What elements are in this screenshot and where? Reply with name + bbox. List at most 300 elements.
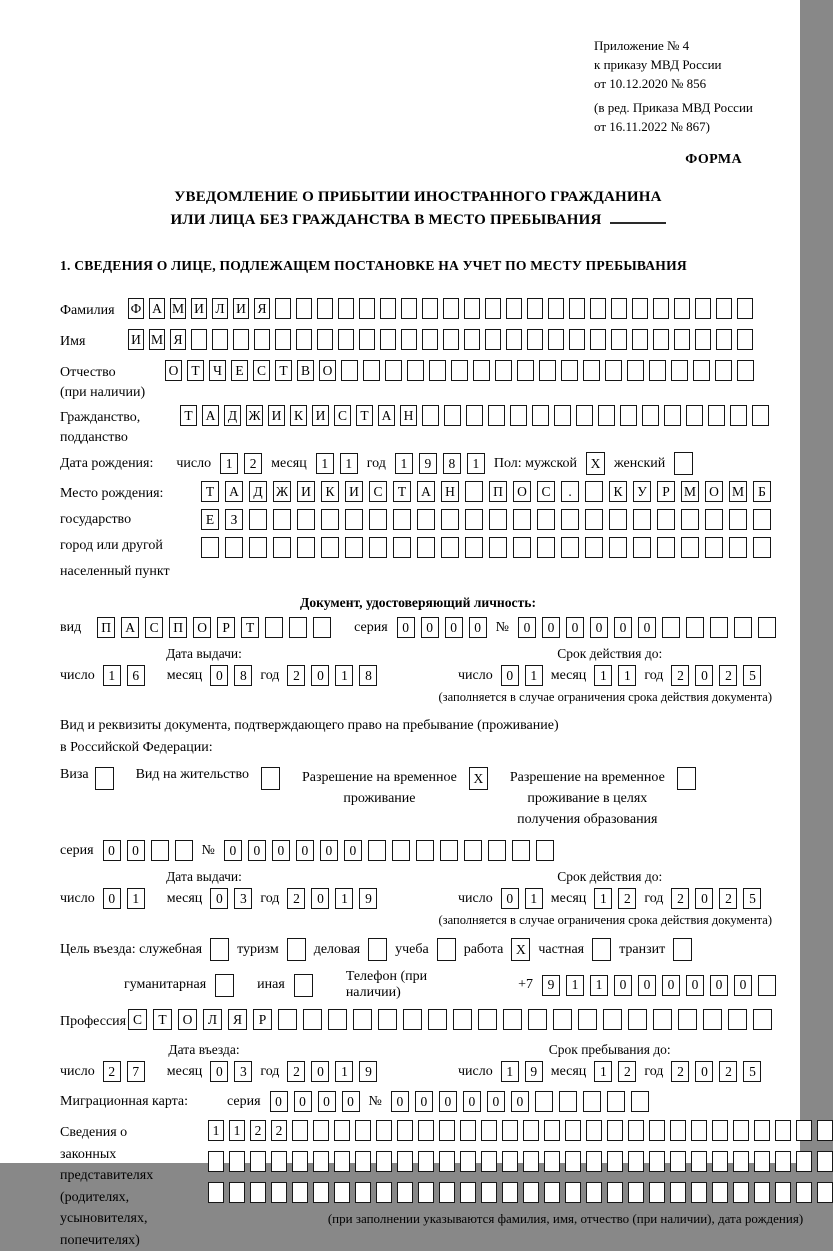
representative-cell[interactable] bbox=[754, 1182, 770, 1203]
birthplace-cell[interactable] bbox=[465, 481, 483, 502]
patronymic-cell[interactable] bbox=[561, 360, 578, 381]
name-cell[interactable] bbox=[632, 329, 648, 350]
representative-cell[interactable] bbox=[376, 1120, 392, 1141]
mig-series-cell[interactable]: 0 bbox=[318, 1091, 336, 1112]
res-issue-month-cell[interactable]: 3 bbox=[234, 888, 252, 909]
phone-cell[interactable]: 9 bbox=[542, 975, 560, 996]
mig-number-cell[interactable] bbox=[607, 1091, 625, 1112]
representative-cell[interactable] bbox=[250, 1182, 266, 1203]
citizenship-cell[interactable] bbox=[444, 405, 461, 426]
representative-cell[interactable] bbox=[670, 1120, 686, 1141]
profession-cell[interactable] bbox=[653, 1009, 672, 1030]
doc-valid-year-cell[interactable]: 2 bbox=[671, 665, 689, 686]
res-number-cell[interactable] bbox=[464, 840, 482, 861]
representative-cell[interactable] bbox=[754, 1120, 770, 1141]
res-series-cell[interactable]: 0 bbox=[127, 840, 145, 861]
doc-valid-year-cell[interactable]: 2 bbox=[719, 665, 737, 686]
citizenship-cell[interactable]: Т bbox=[180, 405, 197, 426]
phone-cell[interactable]: 1 bbox=[566, 975, 584, 996]
res-valid-year-cell[interactable]: 5 bbox=[743, 888, 761, 909]
doc-valid-month-cell[interactable]: 1 bbox=[618, 665, 636, 686]
res-number-cell[interactable]: 0 bbox=[272, 840, 290, 861]
representative-cell[interactable] bbox=[460, 1120, 476, 1141]
patronymic-cell[interactable] bbox=[473, 360, 490, 381]
citizenship-cell[interactable] bbox=[664, 405, 681, 426]
representative-cell[interactable] bbox=[481, 1151, 497, 1172]
patronymic-cell[interactable] bbox=[737, 360, 754, 381]
birthplace-cell[interactable] bbox=[393, 537, 411, 558]
doc-series-cell[interactable]: 0 bbox=[469, 617, 487, 638]
entry-year-cell[interactable]: 1 bbox=[335, 1061, 353, 1082]
profession-cell[interactable] bbox=[303, 1009, 322, 1030]
stay-day-cell[interactable]: 9 bbox=[525, 1061, 543, 1082]
representative-cell[interactable] bbox=[334, 1151, 350, 1172]
doc-kind-cell[interactable] bbox=[265, 617, 283, 638]
doc-kind-cell[interactable]: Т bbox=[241, 617, 259, 638]
patronymic-cell[interactable]: Т bbox=[187, 360, 204, 381]
representative-cell[interactable] bbox=[817, 1182, 833, 1203]
profession-cell[interactable] bbox=[378, 1009, 397, 1030]
representative-cell[interactable] bbox=[397, 1120, 413, 1141]
profession-cell[interactable] bbox=[403, 1009, 422, 1030]
birthplace-cell[interactable] bbox=[465, 509, 483, 530]
representative-cell[interactable] bbox=[523, 1120, 539, 1141]
doc-kind-cell[interactable]: Р bbox=[217, 617, 235, 638]
birthplace-cell[interactable] bbox=[681, 537, 699, 558]
res-valid-year-cell[interactable]: 2 bbox=[671, 888, 689, 909]
name-cell[interactable] bbox=[296, 329, 312, 350]
profession-cell[interactable] bbox=[628, 1009, 647, 1030]
representative-cell[interactable] bbox=[313, 1182, 329, 1203]
name-cell[interactable] bbox=[464, 329, 480, 350]
doc-valid-day-cell[interactable]: 1 bbox=[525, 665, 543, 686]
patronymic-cell[interactable]: В bbox=[297, 360, 314, 381]
patronymic-cell[interactable] bbox=[627, 360, 644, 381]
patronymic-cell[interactable] bbox=[517, 360, 534, 381]
birthplace-cell[interactable]: У bbox=[633, 481, 651, 502]
profession-cell[interactable] bbox=[678, 1009, 697, 1030]
name-cell[interactable] bbox=[506, 329, 522, 350]
birthplace-cell[interactable] bbox=[705, 509, 723, 530]
phone-cell[interactable]: 0 bbox=[638, 975, 656, 996]
surname-cell[interactable] bbox=[611, 298, 627, 319]
citizenship-cell[interactable] bbox=[554, 405, 571, 426]
birthplace-cell[interactable] bbox=[345, 509, 363, 530]
res-valid-year-cell[interactable]: 2 bbox=[719, 888, 737, 909]
representative-cell[interactable] bbox=[439, 1182, 455, 1203]
representative-cell[interactable] bbox=[607, 1182, 623, 1203]
representative-cell[interactable] bbox=[460, 1151, 476, 1172]
doc-issue-day-cell[interactable]: 6 bbox=[127, 665, 145, 686]
entry-year-cell[interactable]: 9 bbox=[359, 1061, 377, 1082]
citizenship-cell[interactable]: А bbox=[378, 405, 395, 426]
phone-cell[interactable]: 0 bbox=[710, 975, 728, 996]
surname-cell[interactable]: Я bbox=[254, 298, 270, 319]
birthplace-cell[interactable]: Б bbox=[753, 481, 771, 502]
patronymic-cell[interactable]: Ч bbox=[209, 360, 226, 381]
profession-cell[interactable]: Т bbox=[153, 1009, 172, 1030]
res-valid-day-cell[interactable]: 1 bbox=[525, 888, 543, 909]
surname-cell[interactable] bbox=[569, 298, 585, 319]
patronymic-cell[interactable] bbox=[363, 360, 380, 381]
patronymic-cell[interactable]: Т bbox=[275, 360, 292, 381]
phone-cell[interactable]: 0 bbox=[734, 975, 752, 996]
patronymic-cell[interactable] bbox=[649, 360, 666, 381]
representative-cell[interactable] bbox=[334, 1182, 350, 1203]
birthplace-cell[interactable]: Н bbox=[441, 481, 459, 502]
name-cell[interactable] bbox=[401, 329, 417, 350]
name-cell[interactable] bbox=[527, 329, 543, 350]
res-series-cell[interactable]: 0 bbox=[103, 840, 121, 861]
representative-cell[interactable] bbox=[544, 1120, 560, 1141]
representative-cell[interactable] bbox=[733, 1120, 749, 1141]
birthplace-cell[interactable] bbox=[537, 509, 555, 530]
birthplace-cell[interactable] bbox=[441, 537, 459, 558]
surname-cell[interactable]: Л bbox=[212, 298, 228, 319]
surname-cell[interactable] bbox=[674, 298, 690, 319]
doc-series-cell[interactable]: 0 bbox=[421, 617, 439, 638]
patronymic-cell[interactable] bbox=[429, 360, 446, 381]
patronymic-cell[interactable] bbox=[693, 360, 710, 381]
birthplace-cell[interactable] bbox=[465, 537, 483, 558]
mig-series-cell[interactable]: 0 bbox=[270, 1091, 288, 1112]
profession-cell[interactable] bbox=[753, 1009, 772, 1030]
representative-cell[interactable] bbox=[397, 1182, 413, 1203]
representative-cell[interactable]: 1 bbox=[229, 1120, 245, 1141]
representative-cell[interactable] bbox=[712, 1120, 728, 1141]
birthplace-cell[interactable] bbox=[321, 537, 339, 558]
representative-cell[interactable] bbox=[418, 1120, 434, 1141]
birthplace-cell[interactable] bbox=[657, 537, 675, 558]
purpose-tourism-checkbox[interactable] bbox=[287, 938, 306, 961]
surname-cell[interactable] bbox=[632, 298, 648, 319]
doc-valid-year-cell[interactable]: 0 bbox=[695, 665, 713, 686]
res-number-cell[interactable]: 0 bbox=[320, 840, 338, 861]
representative-cell[interactable] bbox=[649, 1151, 665, 1172]
stay-year-cell[interactable]: 2 bbox=[671, 1061, 689, 1082]
doc-number-cell[interactable]: 0 bbox=[518, 617, 536, 638]
surname-cell[interactable] bbox=[338, 298, 354, 319]
surname-cell[interactable] bbox=[359, 298, 375, 319]
representative-cell[interactable] bbox=[565, 1182, 581, 1203]
res-issue-day-cell[interactable]: 1 bbox=[127, 888, 145, 909]
representative-cell[interactable] bbox=[208, 1151, 224, 1172]
res-issue-day-cell[interactable]: 0 bbox=[103, 888, 121, 909]
representative-cell[interactable] bbox=[649, 1182, 665, 1203]
representative-cell[interactable]: 2 bbox=[271, 1120, 287, 1141]
res-issue-year-cell[interactable]: 9 bbox=[359, 888, 377, 909]
doc-kind-cell[interactable]: О bbox=[193, 617, 211, 638]
surname-cell[interactable] bbox=[380, 298, 396, 319]
citizenship-cell[interactable] bbox=[642, 405, 659, 426]
name-cell[interactable] bbox=[569, 329, 585, 350]
purpose-study-checkbox[interactable] bbox=[437, 938, 456, 961]
profession-cell[interactable] bbox=[353, 1009, 372, 1030]
patronymic-cell[interactable] bbox=[583, 360, 600, 381]
representative-cell[interactable] bbox=[523, 1151, 539, 1172]
representative-cell[interactable] bbox=[376, 1151, 392, 1172]
birthplace-cell[interactable] bbox=[369, 509, 387, 530]
patronymic-cell[interactable] bbox=[539, 360, 556, 381]
profession-cell[interactable] bbox=[328, 1009, 347, 1030]
representative-cell[interactable] bbox=[670, 1182, 686, 1203]
patronymic-cell[interactable] bbox=[671, 360, 688, 381]
doc-issue-month-cell[interactable]: 0 bbox=[210, 665, 228, 686]
profession-cell[interactable] bbox=[503, 1009, 522, 1030]
representative-cell[interactable] bbox=[691, 1120, 707, 1141]
birthplace-cell[interactable] bbox=[729, 509, 747, 530]
birthplace-cell[interactable] bbox=[249, 537, 267, 558]
doc-kind-cell[interactable]: П bbox=[97, 617, 115, 638]
citizenship-cell[interactable] bbox=[466, 405, 483, 426]
representative-cell[interactable] bbox=[796, 1151, 812, 1172]
surname-cell[interactable] bbox=[422, 298, 438, 319]
surname-cell[interactable]: И bbox=[191, 298, 207, 319]
representative-cell[interactable] bbox=[586, 1182, 602, 1203]
res-series-cell[interactable] bbox=[151, 840, 169, 861]
birthplace-cell[interactable]: О bbox=[513, 481, 531, 502]
doc-number-cell[interactable] bbox=[686, 617, 704, 638]
birthplace-cell[interactable] bbox=[609, 509, 627, 530]
birthplace-cell[interactable]: . bbox=[561, 481, 579, 502]
birthplace-cell[interactable]: А bbox=[417, 481, 435, 502]
mig-number-cell[interactable]: 0 bbox=[463, 1091, 481, 1112]
representative-cell[interactable] bbox=[418, 1182, 434, 1203]
birthplace-cell[interactable]: К bbox=[321, 481, 339, 502]
birthplace-cell[interactable] bbox=[489, 537, 507, 558]
name-cell[interactable]: Я bbox=[170, 329, 186, 350]
citizenship-cell[interactable]: С bbox=[334, 405, 351, 426]
doc-number-cell[interactable]: 0 bbox=[590, 617, 608, 638]
representative-cell[interactable] bbox=[418, 1151, 434, 1172]
representative-cell[interactable] bbox=[313, 1120, 329, 1141]
birthplace-cell[interactable] bbox=[561, 537, 579, 558]
birthplace-cell[interactable] bbox=[369, 537, 387, 558]
surname-cell[interactable]: А bbox=[149, 298, 165, 319]
name-cell[interactable] bbox=[233, 329, 249, 350]
mig-series-cell[interactable]: 0 bbox=[342, 1091, 360, 1112]
representative-cell[interactable] bbox=[775, 1182, 791, 1203]
representative-cell[interactable] bbox=[628, 1120, 644, 1141]
birthplace-cell[interactable] bbox=[585, 537, 603, 558]
doc-number-cell[interactable] bbox=[734, 617, 752, 638]
birthplace-cell[interactable]: О bbox=[705, 481, 723, 502]
representative-cell[interactable] bbox=[796, 1182, 812, 1203]
surname-cell[interactable] bbox=[401, 298, 417, 319]
phone-cell[interactable]: 1 bbox=[590, 975, 608, 996]
patronymic-cell[interactable] bbox=[451, 360, 468, 381]
doc-number-cell[interactable] bbox=[662, 617, 680, 638]
representative-cell[interactable] bbox=[544, 1182, 560, 1203]
citizenship-cell[interactable]: К bbox=[290, 405, 307, 426]
profession-cell[interactable] bbox=[453, 1009, 472, 1030]
representative-cell[interactable] bbox=[754, 1151, 770, 1172]
birthplace-cell[interactable] bbox=[489, 509, 507, 530]
birthplace-cell[interactable] bbox=[273, 537, 291, 558]
mig-number-cell[interactable] bbox=[631, 1091, 649, 1112]
citizenship-cell[interactable]: А bbox=[202, 405, 219, 426]
representative-cell[interactable] bbox=[229, 1182, 245, 1203]
birth-year-cell[interactable]: 1 bbox=[467, 453, 485, 474]
doc-issue-year-cell[interactable]: 8 bbox=[359, 665, 377, 686]
representative-cell[interactable] bbox=[817, 1151, 833, 1172]
mig-number-cell[interactable]: 0 bbox=[415, 1091, 433, 1112]
name-cell[interactable] bbox=[443, 329, 459, 350]
birthplace-cell[interactable]: И bbox=[297, 481, 315, 502]
doc-series-cell[interactable]: 0 bbox=[397, 617, 415, 638]
representative-cell[interactable] bbox=[271, 1182, 287, 1203]
sex-female-checkbox[interactable] bbox=[674, 452, 693, 475]
sex-male-checkbox[interactable]: X bbox=[586, 452, 605, 475]
citizenship-cell[interactable] bbox=[576, 405, 593, 426]
name-cell[interactable] bbox=[653, 329, 669, 350]
stay-month-cell[interactable]: 2 bbox=[618, 1061, 636, 1082]
representative-cell[interactable] bbox=[775, 1120, 791, 1141]
patronymic-cell[interactable] bbox=[341, 360, 358, 381]
birthplace-cell[interactable] bbox=[417, 509, 435, 530]
birthplace-cell[interactable]: С bbox=[537, 481, 555, 502]
representative-cell[interactable] bbox=[586, 1151, 602, 1172]
birthplace-cell[interactable] bbox=[297, 537, 315, 558]
doc-valid-year-cell[interactable]: 5 bbox=[743, 665, 761, 686]
birthplace-cell[interactable] bbox=[681, 509, 699, 530]
birth-year-cell[interactable]: 1 bbox=[395, 453, 413, 474]
name-cell[interactable] bbox=[674, 329, 690, 350]
citizenship-cell[interactable] bbox=[532, 405, 549, 426]
birthplace-cell[interactable] bbox=[585, 509, 603, 530]
doc-issue-day-cell[interactable]: 1 bbox=[103, 665, 121, 686]
doc-issue-month-cell[interactable]: 8 bbox=[234, 665, 252, 686]
citizenship-cell[interactable]: И bbox=[312, 405, 329, 426]
birthplace-cell[interactable] bbox=[705, 537, 723, 558]
entry-month-cell[interactable]: 0 bbox=[210, 1061, 228, 1082]
surname-cell[interactable] bbox=[296, 298, 312, 319]
representative-cell[interactable] bbox=[502, 1120, 518, 1141]
profession-cell[interactable] bbox=[703, 1009, 722, 1030]
res-valid-day-cell[interactable]: 0 bbox=[501, 888, 519, 909]
res-number-cell[interactable]: 0 bbox=[248, 840, 266, 861]
birthplace-cell[interactable]: Р bbox=[657, 481, 675, 502]
name-cell[interactable] bbox=[737, 329, 753, 350]
profession-cell[interactable]: О bbox=[178, 1009, 197, 1030]
patronymic-cell[interactable]: О bbox=[319, 360, 336, 381]
name-cell[interactable] bbox=[695, 329, 711, 350]
representative-cell[interactable] bbox=[712, 1182, 728, 1203]
representative-cell[interactable] bbox=[523, 1182, 539, 1203]
representative-cell[interactable] bbox=[271, 1151, 287, 1172]
name-cell[interactable] bbox=[254, 329, 270, 350]
representative-cell[interactable] bbox=[250, 1151, 266, 1172]
profession-cell[interactable] bbox=[553, 1009, 572, 1030]
birthplace-cell[interactable] bbox=[609, 537, 627, 558]
phone-cell[interactable]: 0 bbox=[662, 975, 680, 996]
birthplace-cell[interactable]: З bbox=[225, 509, 243, 530]
birthplace-cell[interactable] bbox=[753, 509, 771, 530]
name-cell[interactable] bbox=[380, 329, 396, 350]
birthplace-cell[interactable]: Д bbox=[249, 481, 267, 502]
res-number-cell[interactable] bbox=[416, 840, 434, 861]
res-number-cell[interactable] bbox=[392, 840, 410, 861]
surname-cell[interactable] bbox=[695, 298, 711, 319]
doc-issue-year-cell[interactable]: 1 bbox=[335, 665, 353, 686]
doc-number-cell[interactable] bbox=[758, 617, 776, 638]
birthplace-cell[interactable]: Е bbox=[201, 509, 219, 530]
representative-cell[interactable] bbox=[502, 1151, 518, 1172]
name-cell[interactable] bbox=[317, 329, 333, 350]
visa-checkbox[interactable] bbox=[95, 767, 114, 790]
res-valid-year-cell[interactable]: 0 bbox=[695, 888, 713, 909]
residence-permit-checkbox[interactable] bbox=[261, 767, 280, 790]
doc-valid-day-cell[interactable]: 0 bbox=[501, 665, 519, 686]
surname-cell[interactable] bbox=[737, 298, 753, 319]
representative-cell[interactable] bbox=[565, 1151, 581, 1172]
mig-number-cell[interactable]: 0 bbox=[439, 1091, 457, 1112]
representative-cell[interactable] bbox=[796, 1120, 812, 1141]
representative-cell[interactable] bbox=[397, 1151, 413, 1172]
citizenship-cell[interactable] bbox=[510, 405, 527, 426]
representative-cell[interactable] bbox=[355, 1151, 371, 1172]
birthplace-cell[interactable] bbox=[201, 537, 219, 558]
citizenship-cell[interactable] bbox=[620, 405, 637, 426]
name-cell[interactable] bbox=[275, 329, 291, 350]
name-cell[interactable]: М bbox=[149, 329, 165, 350]
stay-month-cell[interactable]: 1 bbox=[594, 1061, 612, 1082]
res-valid-month-cell[interactable]: 2 bbox=[618, 888, 636, 909]
citizenship-cell[interactable]: Ж bbox=[246, 405, 263, 426]
profession-cell[interactable] bbox=[728, 1009, 747, 1030]
mig-number-cell[interactable] bbox=[583, 1091, 601, 1112]
name-cell[interactable] bbox=[212, 329, 228, 350]
representative-cell[interactable] bbox=[481, 1120, 497, 1141]
representative-cell[interactable] bbox=[481, 1182, 497, 1203]
birthplace-cell[interactable]: П bbox=[489, 481, 507, 502]
doc-kind-cell[interactable] bbox=[313, 617, 331, 638]
phone-cell[interactable]: 0 bbox=[686, 975, 704, 996]
representative-cell[interactable] bbox=[691, 1182, 707, 1203]
entry-year-cell[interactable]: 2 bbox=[287, 1061, 305, 1082]
name-cell[interactable] bbox=[548, 329, 564, 350]
res-number-cell[interactable]: 0 bbox=[296, 840, 314, 861]
birthplace-cell[interactable] bbox=[633, 537, 651, 558]
surname-cell[interactable] bbox=[590, 298, 606, 319]
profession-cell[interactable]: Р bbox=[253, 1009, 272, 1030]
purpose-official-checkbox[interactable] bbox=[210, 938, 229, 961]
birthplace-cell[interactable] bbox=[249, 509, 267, 530]
entry-day-cell[interactable]: 7 bbox=[127, 1061, 145, 1082]
res-number-cell[interactable] bbox=[440, 840, 458, 861]
representative-cell[interactable] bbox=[712, 1151, 728, 1172]
doc-kind-cell[interactable]: С bbox=[145, 617, 163, 638]
surname-cell[interactable] bbox=[527, 298, 543, 319]
surname-cell[interactable] bbox=[317, 298, 333, 319]
surname-cell[interactable]: М bbox=[170, 298, 186, 319]
representative-cell[interactable] bbox=[628, 1182, 644, 1203]
res-number-cell[interactable] bbox=[536, 840, 554, 861]
doc-kind-cell[interactable]: А bbox=[121, 617, 139, 638]
phone-cell[interactable] bbox=[758, 975, 776, 996]
profession-cell[interactable] bbox=[278, 1009, 297, 1030]
birthplace-cell[interactable] bbox=[441, 509, 459, 530]
representative-cell[interactable] bbox=[292, 1182, 308, 1203]
patronymic-cell[interactable]: Е bbox=[231, 360, 248, 381]
citizenship-cell[interactable] bbox=[730, 405, 747, 426]
citizenship-cell[interactable] bbox=[686, 405, 703, 426]
birthplace-cell[interactable]: С bbox=[369, 481, 387, 502]
doc-number-cell[interactable]: 0 bbox=[638, 617, 656, 638]
birthplace-cell[interactable] bbox=[513, 509, 531, 530]
mig-series-cell[interactable]: 0 bbox=[294, 1091, 312, 1112]
birthplace-cell[interactable]: К bbox=[609, 481, 627, 502]
